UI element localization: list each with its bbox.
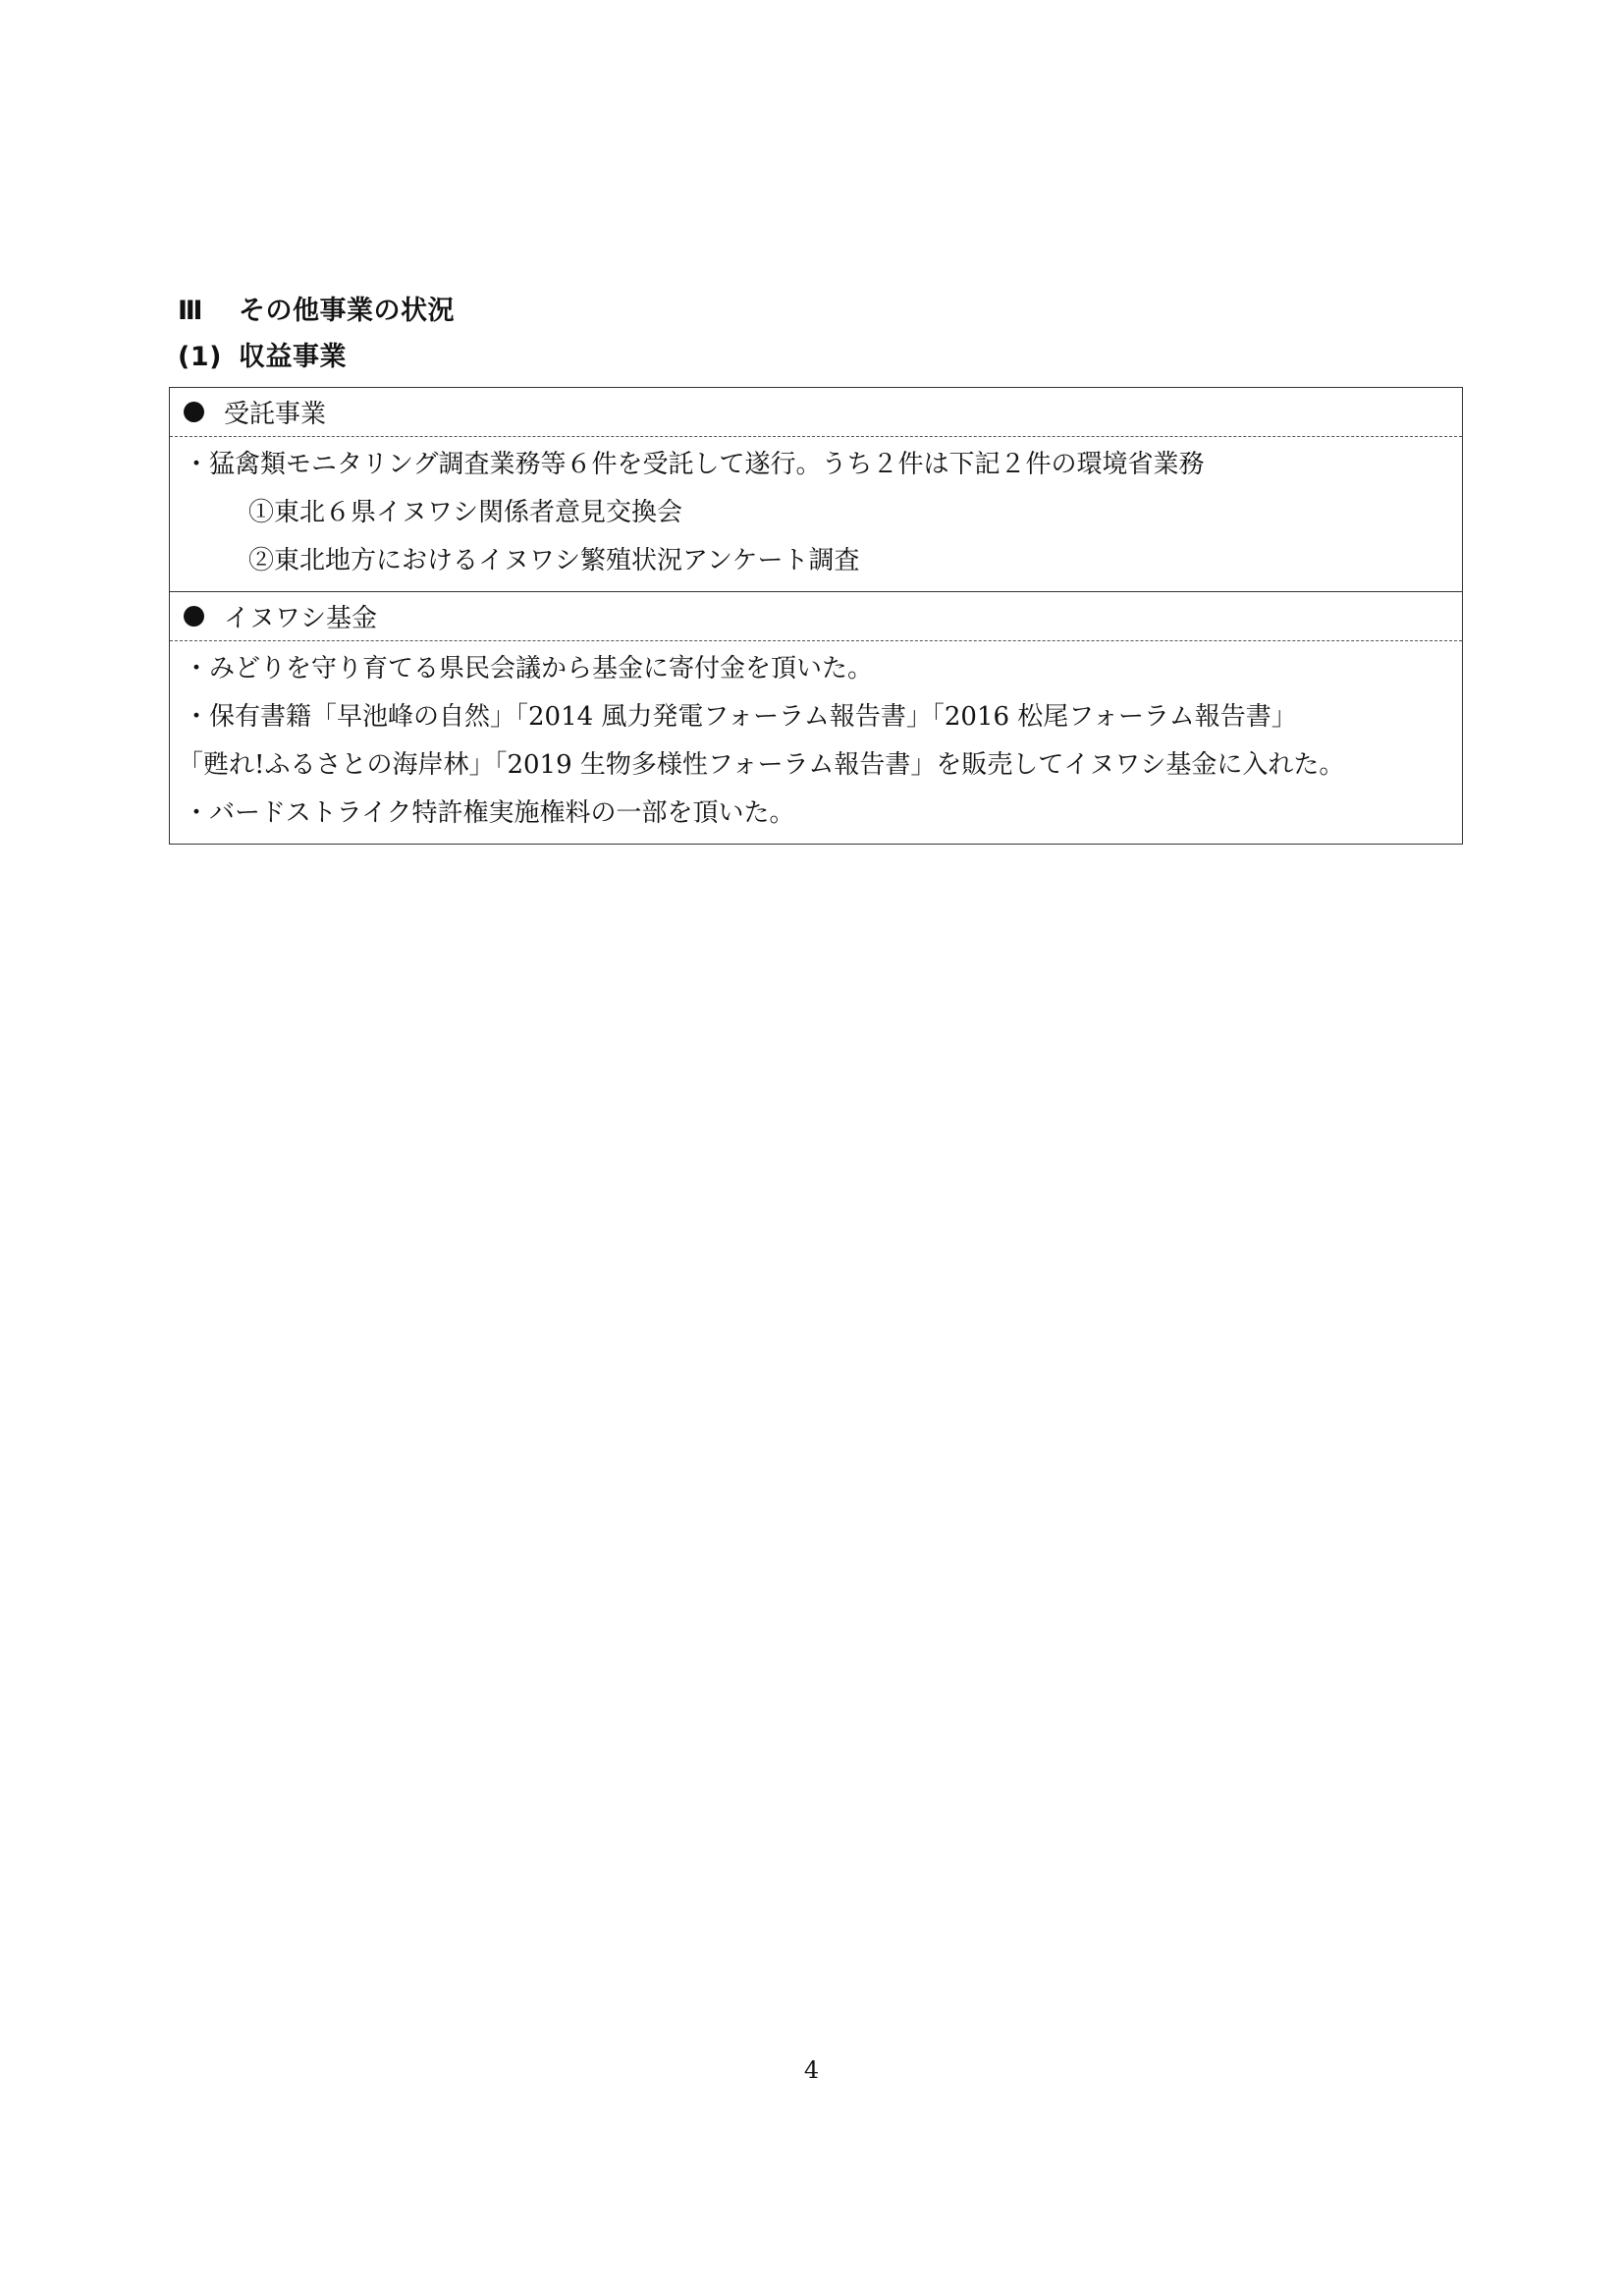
- bullet-dot-icon: [184, 402, 204, 422]
- commissioned-body: [170, 437, 1462, 591]
- fund-line: ・保有書籍「早池峰の自然」「2014 風力発電フォーラム報告書」「2016 松尾フォーラム報告書」: [184, 702, 1297, 732]
- fund-body: [170, 641, 1462, 844]
- subsection-heading: [178, 341, 347, 374]
- commissioned-line: ②東北地方におけるイヌワシ繁殖状況アンケート調査: [248, 546, 860, 575]
- fund-heading-row: [170, 592, 1462, 641]
- page-number: 4: [803, 2056, 820, 2084]
- commissioned-heading: 受託事業: [224, 400, 327, 429]
- business-summary-box: [169, 387, 1463, 845]
- fund-line: ・バードストライク特許権実施権料の一部を頂いた。: [184, 798, 795, 828]
- fund-line: ・みどりを守り育てる県民会議から基金に寄付金を頂いた。: [184, 654, 874, 683]
- commissioned-line: ・猛禽類モニタリング調査業務等６件を受託して遂行。うち２件は下記２件の環境省業務: [184, 450, 1205, 479]
- fund-heading: イヌワシ基金: [224, 604, 378, 633]
- section-heading: [178, 295, 455, 328]
- commissioned-heading-row: [170, 388, 1462, 437]
- subsection-title: 収益事業: [239, 342, 347, 372]
- bullet-dot-icon: [184, 606, 204, 627]
- fund-line: 「甦れ!ふるさとの海岸林」「2019 生物多様性フォーラム報告書」を販売してイヌワシ基金に入れた。: [178, 750, 1345, 780]
- commissioned-line: ①東北６県イヌワシ関係者意見交換会: [248, 498, 683, 527]
- subsection-number: (1): [178, 342, 222, 372]
- section-number: Ⅲ: [178, 296, 204, 326]
- section-title: その他事業の状況: [239, 296, 455, 326]
